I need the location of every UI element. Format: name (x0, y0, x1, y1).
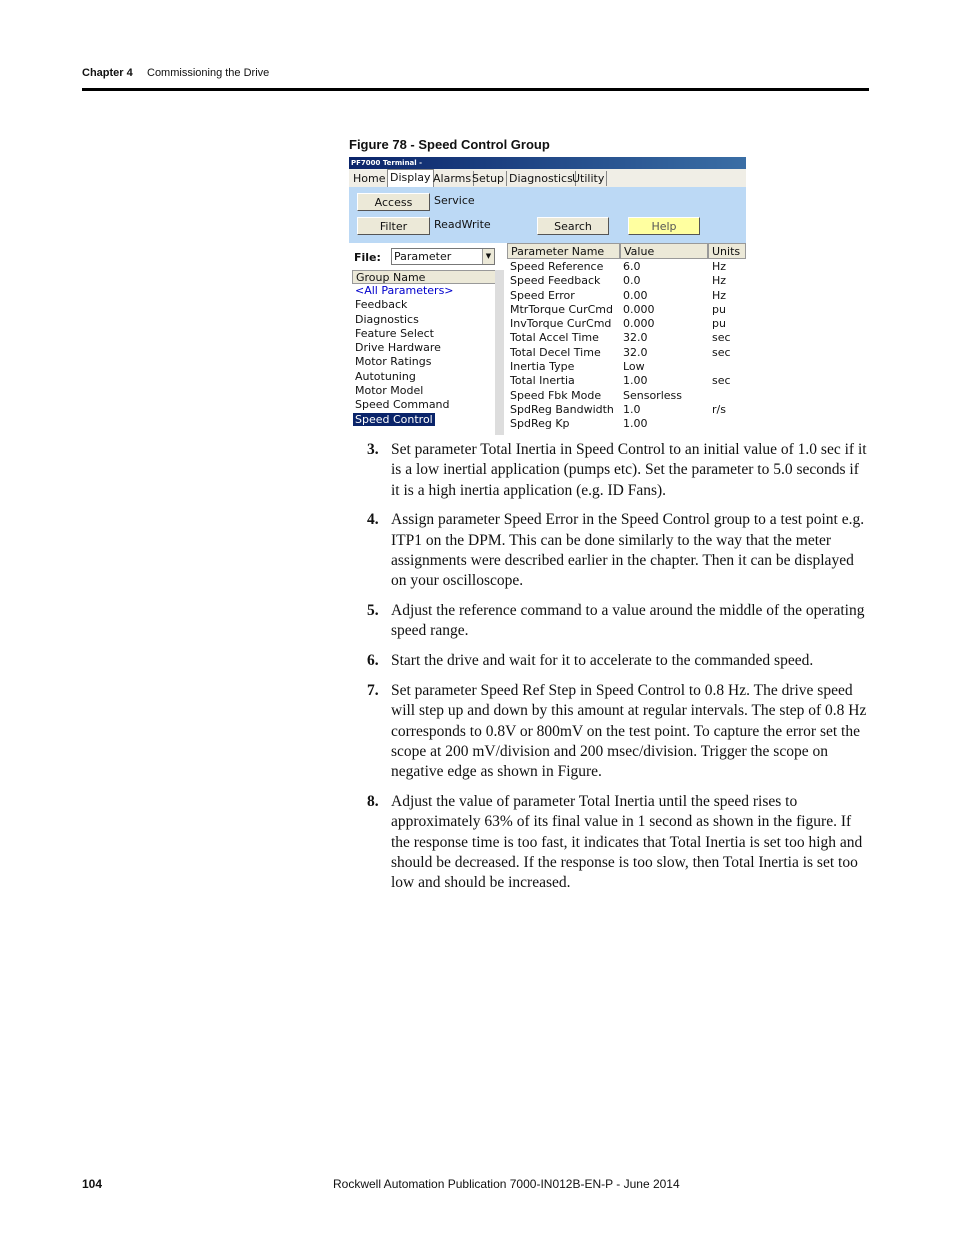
step-item (367, 792, 870, 893)
group-list-scrollbar[interactable] (495, 270, 504, 435)
table-row[interactable] (507, 374, 746, 388)
group-item-speed-control[interactable] (352, 413, 497, 427)
step-text: Adjust the value of parameter Total Inertia until the speed rises to approximately 63% of its final value in 1 second as shown in the figure. If the response time is too fast, it indicates that Total Inertia is set too high and should be decreased. If the response is too slow, then Total Inertia is set too low and should be increased. (391, 792, 863, 892)
group-item-motor-model[interactable]: Motor Model (355, 384, 424, 398)
table-row[interactable] (507, 417, 746, 431)
table-row[interactable] (507, 274, 746, 288)
param-value: 1.00 (623, 417, 648, 431)
group-item-all-parameters[interactable]: <All Parameters> (355, 284, 454, 297)
param-value: 32.0 (623, 331, 648, 345)
param-value: 0.000 (623, 302, 655, 316)
terminal-screenshot (349, 157, 746, 435)
chevron-down-icon[interactable]: ▼ (482, 249, 494, 264)
step-number: 3. (367, 441, 379, 458)
toolbar-area (349, 187, 746, 243)
param-name: Inertia Type (510, 360, 575, 374)
param-value: 0.0 (623, 274, 641, 288)
step-item (367, 510, 870, 591)
param-units: Hz (712, 288, 727, 302)
step-number: 7. (367, 681, 379, 699)
tab-home[interactable]: Home (351, 171, 388, 186)
tab-display[interactable]: Display (387, 169, 434, 188)
search-button[interactable]: Search (537, 217, 609, 235)
step-item (367, 440, 870, 501)
column-header-value[interactable]: Value (620, 243, 708, 259)
tab-setup[interactable]: Setup (470, 171, 507, 186)
param-units: pu (712, 317, 726, 331)
step-number: 5. (367, 602, 379, 620)
param-name: Speed Reference (510, 260, 604, 273)
access-button[interactable]: Access (357, 193, 430, 211)
table-row[interactable] (507, 403, 746, 417)
param-units: sec (712, 331, 731, 345)
parameter-table (507, 243, 746, 435)
param-value: 0.000 (623, 317, 655, 331)
step-number: 6. (367, 652, 379, 670)
param-value: 0.00 (623, 288, 648, 302)
param-name: Speed Feedback (510, 274, 601, 288)
param-name: Speed Error (510, 288, 575, 302)
table-row[interactable] (507, 360, 746, 374)
step-text: Adjust the reference command to a value around the middle of the operating speed range. (391, 602, 865, 640)
param-units: Hz (712, 260, 727, 273)
window-titlebar (349, 157, 746, 169)
procedure-steps (367, 440, 870, 903)
param-units: sec (712, 374, 731, 388)
group-item-speed-control-label: Speed Control (355, 412, 433, 426)
tab-diagnostics[interactable]: Diagnostics (507, 171, 576, 186)
param-name: SpdReg Kp (510, 417, 570, 431)
param-name: Speed Fbk Mode (510, 388, 602, 402)
filter-button[interactable]: Filter (357, 217, 430, 235)
param-value: Low (623, 360, 645, 374)
group-item-autotuning[interactable]: Autotuning (355, 369, 416, 383)
figure-caption: Figure 78 - Speed Control Group (349, 137, 550, 152)
chapter-label: Chapter 4 (82, 67, 133, 79)
step-number: 8. (367, 792, 379, 810)
step-item (367, 681, 870, 782)
group-list-header[interactable]: Group Name (352, 270, 497, 284)
table-row[interactable] (507, 303, 746, 317)
group-item-motor-ratings[interactable]: Motor Ratings (355, 355, 432, 369)
table-row[interactable] (507, 389, 746, 403)
param-value: 1.0 (623, 402, 641, 416)
step-text: Set parameter Speed Ref Step in Speed Control to 0.8 Hz. The drive speed will step up and down by this amount at regular intervals. The step of 0.8 Hz corresponds to 0.8V or 800mV on the test point. To capture the error set the scope at 200 mV/division and 200 msec/division. Trigger the scope on negative edge as shown in Figure. (391, 681, 867, 781)
file-label: File: (354, 251, 381, 264)
param-value: 32.0 (623, 345, 648, 359)
group-list (352, 270, 497, 435)
table-row[interactable] (507, 331, 746, 345)
page-number: 104 (82, 1177, 103, 1191)
window-title: PF7000 Terminal - (351, 159, 423, 167)
step-number: 4. (367, 511, 379, 529)
parameter-table-header (507, 243, 746, 259)
param-value: 1.00 (623, 374, 648, 388)
parameter-rows (507, 260, 746, 432)
step-text: Assign parameter Speed Error in the Speed Control group to a test point e.g. ITP1 on the DPM. This can be done similarly to the way that the meter assignments were described earlier in the chapter. Then it can be displayed on your oscilloscope. (391, 511, 865, 590)
table-row[interactable] (507, 260, 746, 274)
step-text: Start the drive and wait for it to accelerate to the commanded speed. (391, 652, 814, 670)
param-name: InvTorque CurCmd (510, 317, 612, 331)
param-units: r/s (712, 402, 726, 416)
access-value: Service (434, 194, 475, 207)
help-button[interactable]: Help (628, 217, 700, 235)
table-row[interactable] (507, 289, 746, 303)
group-item-drive-hardware[interactable]: Drive Hardware (355, 341, 441, 355)
file-dropdown-value: Parameter (394, 250, 452, 263)
param-name: Total Accel Time (510, 331, 599, 345)
column-header-units[interactable]: Units (708, 243, 746, 259)
publication-info: Rockwell Automation Publication 7000-IN012B-EN-P - June 2014 (333, 1177, 680, 1191)
group-item-speed-command[interactable]: Speed Command (355, 398, 450, 412)
step-text: Set parameter Total Inertia in Speed Control to an initial value of 1.0 sec if it is a low inertial application (pumps etc). Set the parameter to 5.0 seconds if it is a high inertia application (e.g. ID Fans). (391, 441, 867, 499)
group-item-feedback[interactable]: Feedback (355, 298, 408, 312)
filter-value: ReadWrite (434, 218, 491, 231)
tab-alarms[interactable]: Alarms (431, 171, 474, 186)
param-name: SpdReg Bandwidth (510, 402, 614, 416)
param-name: Total Decel Time (510, 345, 601, 359)
file-dropdown[interactable] (391, 248, 495, 265)
param-name: Total Inertia (510, 374, 575, 388)
group-item-feature-select[interactable]: Feature Select (355, 326, 434, 340)
table-row[interactable] (507, 346, 746, 360)
param-value: Sensorless (623, 388, 682, 402)
group-pane (349, 243, 504, 435)
tab-utility[interactable]: Utility (570, 171, 607, 186)
step-item (367, 601, 870, 642)
group-item-diagnostics[interactable]: Diagnostics (355, 312, 419, 326)
param-units: sec (712, 345, 731, 359)
tab-bar (349, 169, 746, 187)
chapter-title: Commissioning the Drive (147, 67, 270, 79)
header-rule (82, 88, 869, 91)
param-units: pu (712, 302, 726, 316)
param-value: 6.0 (623, 260, 641, 273)
table-row[interactable] (507, 317, 746, 331)
param-units: Hz (712, 274, 727, 288)
step-item (367, 651, 870, 671)
param-name: MtrTorque CurCmd (510, 302, 614, 316)
column-header-parameter-name[interactable]: Parameter Name (507, 243, 620, 259)
